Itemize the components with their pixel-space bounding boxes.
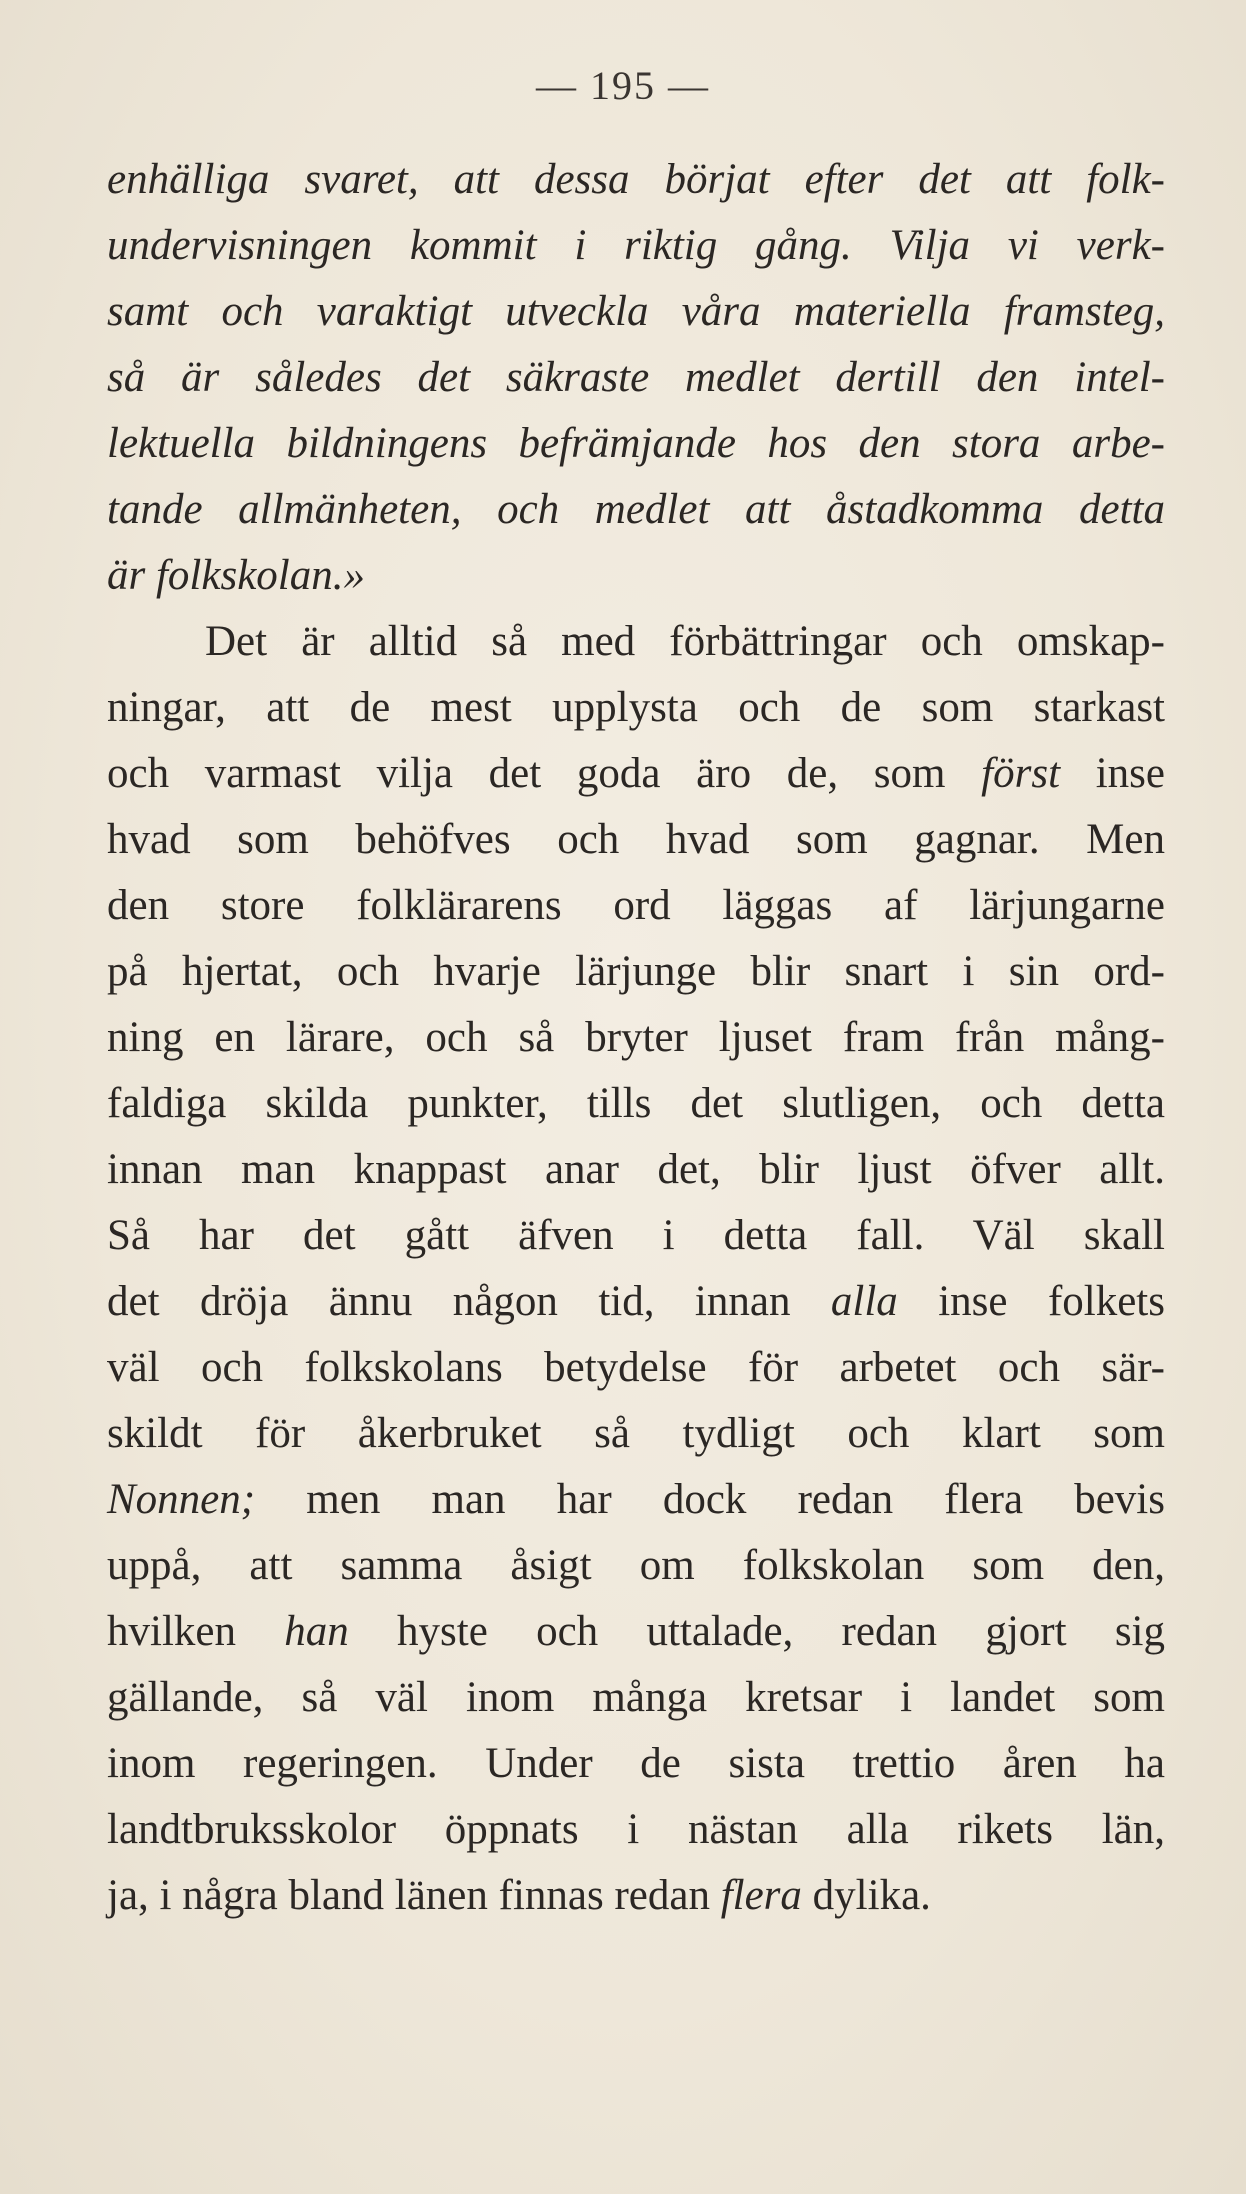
text-run: ja, i några bland länen finnas redan: [107, 1872, 721, 1919]
text-line: faldiga skilda punkter, tills det slutligen, och detta: [107, 1080, 1165, 1127]
text-line: uppå, att samma åsigt om folkskolan som den,: [107, 1542, 1165, 1589]
emphasis-forst: först: [981, 750, 1061, 797]
paragraph-first-line: Det är alltid så med förbättringar och omskap-: [205, 618, 1165, 665]
text-run: och varmast vilja det goda äro de, som: [107, 750, 982, 797]
quote-line: samt och varaktigt utveckla våra materiella framsteg,: [107, 288, 1165, 335]
text-run: dylika.: [801, 1872, 931, 1919]
text-line: hvad som behöfves och hvad som gagnar. Men: [107, 816, 1165, 863]
text-line: på hjertat, och hvarje lärjunge blir snart i sin ord-: [107, 948, 1165, 995]
text-run: det dröja ännu någon tid, innan: [107, 1278, 831, 1325]
text-line: gällande, så väl inom många kretsar i landet som: [107, 1674, 1165, 1721]
text-run: inse: [1060, 750, 1165, 797]
emphasis-alla: alla: [830, 1278, 898, 1325]
text-line: inom regeringen. Under de sista trettio åren ha: [107, 1740, 1165, 1787]
text-run: men man har dock redan flera bevis: [255, 1476, 1165, 1523]
emphasis-flera: flera: [720, 1872, 802, 1919]
quote-line: tande allmänheten, och medlet att åstadkomma detta: [107, 486, 1165, 533]
text-run: inse folkets: [897, 1278, 1165, 1325]
text-line-final: [107, 1866, 1165, 1926]
text-run: hyste och uttalade, redan gjort sig: [348, 1608, 1165, 1655]
text-line: ning en lärare, och så bryter ljuset fram från mång-: [107, 1014, 1165, 1061]
text-line: landtbruksskolor öppnats i nästan alla rikets län,: [107, 1806, 1165, 1853]
quote-line: enhälliga svaret, att dessa börjat efter det att folk-: [107, 156, 1165, 203]
text-line: [107, 1272, 1165, 1332]
text-line: skildt för åkerbruket så tydligt och klart som: [107, 1410, 1165, 1457]
text-line: [107, 1470, 1165, 1530]
quote-line: undervisningen kommit i riktig gång. Vilja vi verk-: [107, 222, 1165, 269]
text-line: den store folklärarens ord läggas af lärjungarne: [107, 882, 1165, 929]
text-line: [107, 744, 1165, 804]
page-number: — 195 —: [536, 63, 710, 108]
emphasis-nonnen: Nonnen;: [107, 1476, 256, 1523]
emphasis-han: han: [284, 1608, 349, 1655]
text-line: [107, 1602, 1165, 1662]
text-line: Så har det gått äfven i detta fall. Väl skall: [107, 1212, 1165, 1259]
text-line: väl och folkskolans betydelse för arbetet och sär-: [107, 1344, 1165, 1391]
text-line: innan man knappast anar det, blir ljust öfver allt.: [107, 1146, 1165, 1193]
text-line: ningar, att de mest upplysta och de som starkast: [107, 684, 1165, 731]
text-run: hvilken: [107, 1608, 285, 1655]
quote-line: så är således det säkraste medlet dertill den intel-: [107, 354, 1165, 401]
quote-line: lektuella bildningens befrämjande hos den stora arbe-: [107, 420, 1165, 467]
quote-line-final: är folkskolan.»: [107, 552, 365, 599]
